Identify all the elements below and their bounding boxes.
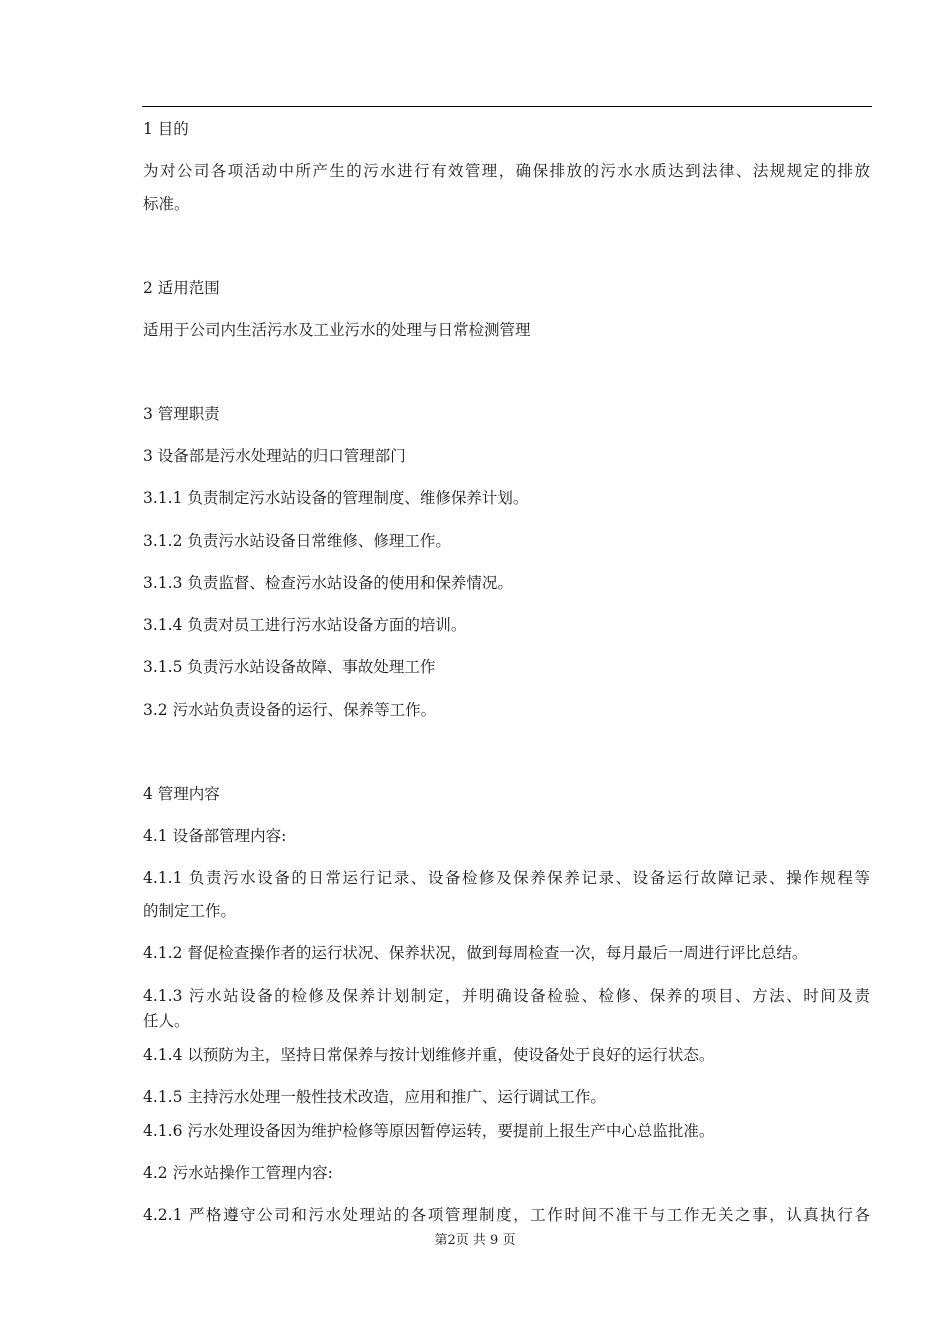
section-heading-responsibilities: 3 管理职责 [143, 405, 220, 423]
section-heading-purpose: 1 目的 [143, 120, 189, 138]
paragraph-line: 标准。 [143, 195, 190, 213]
section-heading-scope: 2 适用范围 [143, 279, 220, 297]
list-item: 4.1.4 以预防为主，坚持日常保养与按计划维修并重，使设备处于良好的运行状态。 [143, 1046, 715, 1064]
paragraph-line: 的制定工作。 [143, 902, 237, 920]
page-footer: 第2页 共 9 页 [434, 1233, 516, 1248]
list-item: 4.1.6 污水处理设备因为维护检修等原因暂停运转，要提前上报生产中心总监批准。 [143, 1122, 715, 1140]
list-item: 3.1.3 负责监督、检查污水站设备的使用和保养情况。 [143, 574, 513, 592]
paragraph-line: 适用于公司内生活污水及工业污水的处理与日常检测管理 [143, 321, 531, 339]
paragraph-line: 4.1 设备部管理内容: [143, 827, 287, 845]
list-item: 4.1.2 督促检查操作者的运行状况、保养状况，做到每周检查一次，每月最后一周进行评比总结。 [143, 944, 808, 962]
list-item: 3.1.2 负责污水站设备日常维修、修理工作。 [143, 532, 451, 550]
list-item: 3.1.5 负责污水站设备故障、事故处理工作 [143, 658, 436, 676]
list-item: 3.1.1 负责制定污水站设备的管理制度、维修保养计划。 [143, 489, 529, 507]
paragraph-line: 3 设备部是污水处理站的归口管理部门 [143, 447, 406, 465]
paragraph-line: 4.2 污水站操作工管理内容: [143, 1164, 333, 1182]
list-item: 3.2 污水站负责设备的运行、保养等工作。 [143, 701, 437, 719]
list-item: 4.2.1 严格遵守公司和污水处理站的各项管理制度，工作时间不准干与工作无关之事，认真执行各 [143, 1206, 870, 1224]
list-item: 3.1.4 负责对员工进行污水站设备方面的培训。 [143, 616, 467, 634]
list-item: 4.1.3 污水站设备的检修及保养计划制定，并明确设备检验、检修、保养的项目、方法、时间及责 [143, 987, 870, 1005]
paragraph-line: 为对公司各项活动中所产生的污水进行有效管理，确保排放的污水水质达到法律、法规规定的排放 [143, 162, 870, 180]
paragraph-line: 任人。 [143, 1012, 190, 1030]
list-item: 4.1.5 主持污水处理一般性技术改造，应用和推广、运行调试工作。 [143, 1088, 606, 1106]
list-item: 4.1.1 负责污水设备的日常运行记录、设备检修及保养保养记录、设备运行故障记录、操作规程等 [143, 869, 870, 887]
section-heading-management-content: 4 管理内容 [143, 785, 220, 803]
header-rule [142, 106, 872, 107]
